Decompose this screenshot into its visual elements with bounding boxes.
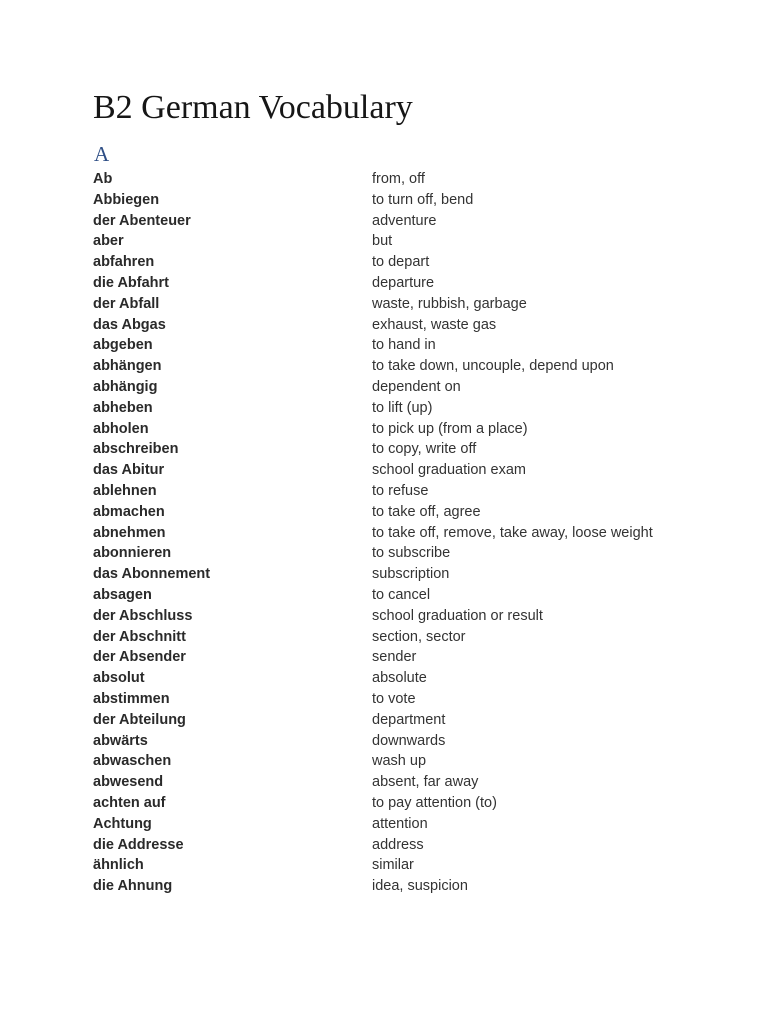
english-meaning: dependent on [372, 378, 461, 395]
vocab-row [93, 835, 693, 856]
english-meaning: departure [372, 274, 435, 291]
english-meaning: absolute [372, 670, 427, 687]
vocab-row [93, 252, 693, 273]
english-meaning: to hand in [372, 337, 436, 354]
english-meaning: to pay attention (to) [372, 794, 497, 811]
german-term: abheben [93, 399, 153, 416]
german-term: der Abschluss [93, 607, 193, 624]
german-term: abwärts [93, 732, 148, 749]
german-term: abhängen [93, 358, 162, 375]
german-term: Abbiegen [93, 191, 160, 208]
vocab-row [93, 481, 693, 502]
section-heading: A [94, 142, 110, 166]
vocab-row [93, 627, 693, 648]
english-meaning: to lift (up) [372, 399, 433, 416]
german-term: der Absender [93, 649, 186, 666]
german-term: abwaschen [93, 753, 172, 770]
vocab-row [93, 523, 693, 544]
vocab-row [93, 710, 693, 731]
german-term: abwesend [93, 774, 164, 791]
english-meaning: to depart [372, 254, 430, 271]
english-meaning: to turn off, bend [372, 191, 474, 208]
vocab-row [93, 772, 693, 793]
german-term: das Abonnement [93, 566, 211, 583]
english-meaning: address [372, 836, 424, 853]
vocab-row [93, 231, 693, 252]
english-meaning: to cancel [372, 586, 431, 603]
english-meaning: to take down, uncouple, depend upon [372, 358, 614, 375]
german-term: abhängig [93, 378, 158, 395]
english-meaning: department [372, 711, 446, 728]
vocab-row [93, 543, 693, 564]
german-term: Ab [93, 171, 113, 187]
english-meaning: to copy, write off [372, 441, 477, 458]
german-term: abgeben [93, 337, 153, 354]
vocab-row [93, 169, 693, 190]
english-meaning: subscription [372, 566, 450, 583]
vocab-row [93, 273, 693, 294]
vocab-row [93, 668, 693, 689]
english-meaning: to refuse [372, 482, 429, 499]
german-term: abschreiben [93, 441, 179, 458]
vocab-row [93, 335, 693, 356]
german-term: abholen [93, 420, 149, 437]
english-meaning: downwards [372, 732, 446, 749]
vocab-row [93, 460, 693, 481]
english-meaning: to pick up (from a place) [372, 420, 528, 437]
vocab-row [93, 356, 693, 377]
german-term: ähnlich [93, 857, 144, 874]
english-meaning: exhaust, waste gas [372, 316, 497, 333]
vocab-row [93, 190, 693, 211]
german-term: abfahren [93, 254, 155, 271]
german-term: der Abfall [93, 295, 160, 312]
vocab-row [93, 814, 693, 835]
vocab-row [93, 315, 693, 336]
english-meaning: from, off [372, 171, 425, 187]
vocab-row [93, 793, 693, 814]
english-meaning: sender [372, 649, 417, 666]
german-term: abstimmen [93, 690, 170, 707]
english-meaning: to take off, remove, take away, loose weight [372, 524, 653, 541]
english-meaning: adventure [372, 212, 437, 229]
vocabulary-list [93, 169, 693, 897]
english-meaning: school graduation or result [372, 607, 543, 624]
english-meaning: to take off, agree [372, 503, 481, 520]
vocab-row [93, 855, 693, 876]
vocab-row [93, 876, 693, 897]
english-meaning: similar [372, 857, 414, 874]
german-term: das Abitur [93, 462, 165, 479]
vocab-row [93, 689, 693, 710]
english-meaning: school graduation exam [372, 462, 526, 479]
german-term: aber [93, 233, 124, 250]
german-term: absolut [93, 670, 145, 687]
vocab-row [93, 647, 693, 668]
vocab-row [93, 585, 693, 606]
english-meaning: but [372, 233, 393, 250]
vocab-row [93, 211, 693, 232]
german-term: der Abenteuer [93, 212, 191, 229]
german-term: achten auf [93, 794, 166, 811]
german-term: abmachen [93, 503, 165, 520]
german-term: die Addresse [93, 836, 184, 853]
german-term: die Abfahrt [93, 274, 169, 291]
vocab-row [93, 419, 693, 440]
english-meaning: section, sector [372, 628, 466, 645]
german-term: das Abgas [93, 316, 166, 333]
vocab-row [93, 731, 693, 752]
german-term: ablehnen [93, 482, 157, 499]
english-meaning: absent, far away [372, 774, 479, 791]
german-term: die Ahnung [93, 878, 173, 895]
german-term: absagen [93, 586, 152, 603]
german-term: der Abteilung [93, 711, 186, 728]
page-title: B2 German Vocabulary [93, 89, 413, 126]
vocab-row [93, 377, 693, 398]
vocab-row [93, 751, 693, 772]
vocab-row [93, 502, 693, 523]
english-meaning: waste, rubbish, garbage [372, 295, 527, 312]
german-term: abonnieren [93, 545, 172, 562]
english-meaning: to vote [372, 690, 416, 707]
english-meaning: attention [372, 815, 428, 832]
vocab-row [93, 439, 693, 460]
english-meaning: idea, suspicion [372, 878, 468, 895]
vocab-row [93, 398, 693, 419]
german-term: der Abschnitt [93, 628, 186, 645]
english-meaning: to subscribe [372, 545, 451, 562]
vocab-row [93, 564, 693, 585]
vocab-row [93, 606, 693, 627]
vocab-row [93, 294, 693, 315]
english-meaning: wash up [372, 753, 427, 770]
german-term: Achtung [93, 815, 152, 832]
german-term: abnehmen [93, 524, 166, 541]
